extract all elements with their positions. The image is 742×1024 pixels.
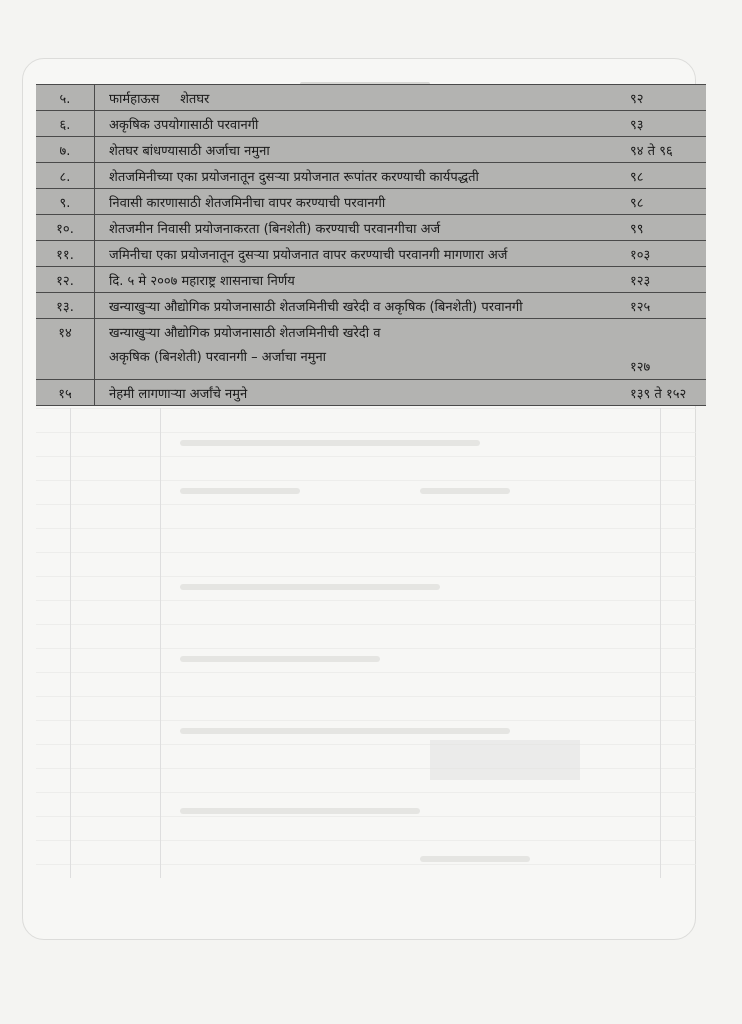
table-row — [36, 189, 706, 215]
bleed-through-text — [180, 808, 420, 814]
row-number: १४ — [36, 319, 95, 380]
row-title: दि. ५ मे २००७ महाराष्ट्र शासनाचा निर्णय — [95, 267, 627, 293]
bleed-through-rule — [660, 408, 661, 878]
row-title: निवासी कारणासाठी शेतजमिनीचा वापर करण्याची परवानगी — [95, 189, 627, 215]
row-page: ९४ ते ९६ — [626, 137, 706, 163]
row-number: ८. — [36, 163, 95, 189]
row-page: ९३ — [626, 111, 706, 137]
bleed-through-block — [430, 740, 580, 780]
row-title: शेतजमीन निवासी प्रयोजनाकरता (बिनशेती) करण्याची परवानगीचा अर्ज — [95, 215, 627, 241]
row-number: ११. — [36, 241, 95, 267]
row-page: ९८ — [626, 163, 706, 189]
bleed-through-rule — [70, 408, 71, 878]
row-page: १२५ — [626, 293, 706, 319]
row-page: १२७ — [626, 319, 706, 380]
table-row — [36, 163, 706, 189]
bleed-through-rule — [160, 408, 161, 878]
row-title: शेतजमिनीच्या एका प्रयोजनातून दुसऱ्या प्रयोजनात रूपांतर करण्याची कार्यपद्धती — [95, 163, 627, 189]
row-page: ९९ — [626, 215, 706, 241]
table-row — [36, 215, 706, 241]
bleed-through-text — [180, 656, 380, 662]
bleed-through-text — [180, 728, 510, 734]
row-title-line-1: खन्याखुऱ्या औद्योगिक प्रयोजनासाठी शेतजमिनीची खरेदी व — [109, 326, 381, 341]
table-row — [36, 319, 706, 380]
row-title: फार्महाऊस शेतघर — [95, 85, 627, 111]
bleed-through-background — [36, 408, 696, 888]
row-number: १०. — [36, 215, 95, 241]
table-row — [36, 293, 706, 319]
row-page: १०३ — [626, 241, 706, 267]
row-title-line-2: अकृषिक (बिनशेती) परवानगी – अर्जाचा नमुना — [109, 350, 327, 365]
row-number: ५. — [36, 85, 95, 111]
row-number: १२. — [36, 267, 95, 293]
row-title — [95, 319, 627, 380]
bleed-through-text — [420, 856, 530, 862]
row-page: १२३ — [626, 267, 706, 293]
table-row — [36, 111, 706, 137]
row-page: १३९ ते १५२ — [626, 380, 706, 406]
table-row — [36, 380, 706, 406]
bleed-through-text — [180, 440, 480, 446]
contents-table — [36, 84, 706, 406]
table-row — [36, 85, 706, 111]
row-number: १३. — [36, 293, 95, 319]
row-title: शेतघर बांधण्यासाठी अर्जाचा नमुना — [95, 137, 627, 163]
bleed-through-text — [420, 488, 510, 494]
row-title: अकृषिक उपयोगासाठी परवानगी — [95, 111, 627, 137]
row-number: १५ — [36, 380, 95, 406]
row-title: खन्याखुऱ्या औद्योगिक प्रयोजनासाठी शेतजमिनीची खरेदी व अकृषिक (बिनशेती) परवानगी — [95, 293, 627, 319]
table-row — [36, 241, 706, 267]
row-number: ९. — [36, 189, 95, 215]
row-number: ६. — [36, 111, 95, 137]
row-title: नेहमी लागणाऱ्या अर्जांचे नमुने — [95, 380, 627, 406]
table-row — [36, 137, 706, 163]
bleed-through-text — [180, 488, 300, 494]
row-page: ९२ — [626, 85, 706, 111]
row-page: ९८ — [626, 189, 706, 215]
row-title: जमिनीचा एका प्रयोजनातून दुसऱ्या प्रयोजनात वापर करण्याची परवानगी मागणारा अर्ज — [95, 241, 627, 267]
bleed-through-text — [180, 584, 440, 590]
table-row — [36, 267, 706, 293]
row-number: ७. — [36, 137, 95, 163]
